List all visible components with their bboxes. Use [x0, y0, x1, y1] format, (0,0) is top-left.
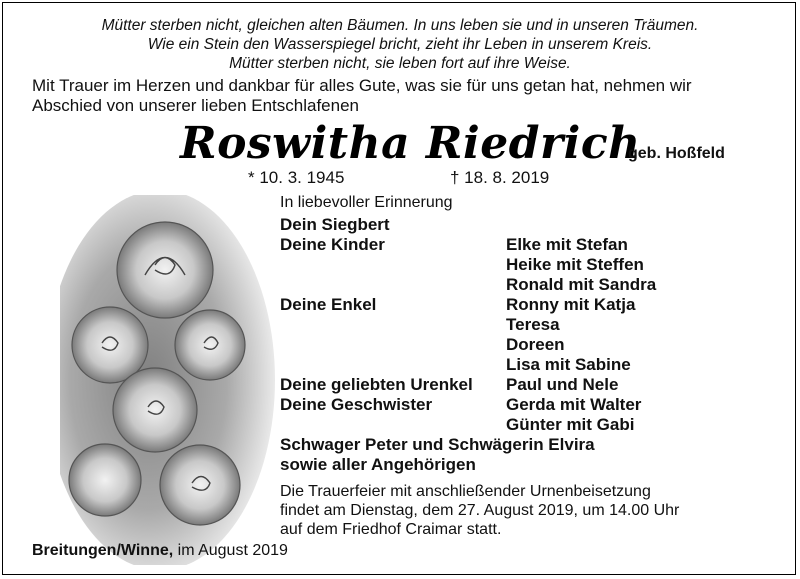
footer-place: Breitungen/Winne,	[32, 542, 174, 559]
birth-date: * 10. 3. 1945	[248, 168, 345, 187]
motto-poem	[0, 16, 800, 73]
grandchildren-label: Deine Enkel	[280, 295, 377, 314]
intro-line: Mit Trauer im Herzen und dankbar für alles Gute, was sie für uns getan hat, nehmen wir	[32, 76, 692, 95]
child-entry: Ronald mit Sandra	[506, 275, 657, 294]
service-line: findet am Dienstag, dem 27. August 2019, um 14.00 Uhr	[280, 502, 680, 519]
children-label: Deine Kinder	[280, 235, 385, 254]
grandchild-entry: Teresa	[506, 315, 560, 334]
grandchild-entry: Ronny mit Katja	[506, 295, 636, 314]
great-grandchildren-entry: Paul und Nele	[506, 375, 619, 394]
intro-line: Abschied von unserer lieben Entschlafenen	[32, 96, 359, 115]
sibling-entry: Gerda mit Walter	[506, 395, 642, 414]
relatives: sowie aller Angehörigen	[280, 455, 476, 474]
siblings-label: Deine Geschwister	[280, 395, 433, 414]
intro-text	[32, 76, 772, 116]
inlaws: Schwager Peter und Schwägerin Elvira	[280, 435, 595, 454]
service-line: auf dem Friedhof Craimar statt.	[280, 521, 502, 538]
maiden-name: geb. Hoßfeld	[628, 145, 725, 162]
grandchild-entry: Lisa mit Sabine	[506, 355, 631, 374]
motto-line: Mütter sterben nicht, sie leben fort auf ihre Weise.	[229, 55, 571, 72]
roses-image	[60, 195, 275, 565]
motto-line: Mütter sterben nicht, gleichen alten Bäumen. In uns leben sie und in unseren Träumen.	[101, 17, 699, 34]
memory-heading: In liebevoller Erinnerung	[280, 194, 453, 211]
motto-line: Wie ein Stein den Wasserspiegel bricht, zieht ihr Leben in unserem Kreis.	[147, 36, 653, 53]
service-info	[280, 482, 679, 539]
grandchild-entry: Doreen	[506, 335, 565, 354]
sibling-entry: Günter mit Gabi	[506, 415, 635, 434]
death-date: † 18. 8. 2019	[450, 168, 550, 187]
service-line: Die Trauerfeier mit anschließender Urnenbeisetzung	[280, 483, 651, 500]
footer	[32, 542, 288, 560]
husband: Dein Siegbert	[280, 215, 390, 234]
child-entry: Elke mit Stefan	[506, 235, 628, 254]
child-entry: Heike mit Steffen	[506, 255, 644, 274]
great-grandchildren-label: Deine geliebten Urenkel	[280, 375, 473, 394]
deceased-name: Roswitha Riedrich	[180, 118, 641, 169]
footer-date: im August 2019	[177, 542, 288, 559]
